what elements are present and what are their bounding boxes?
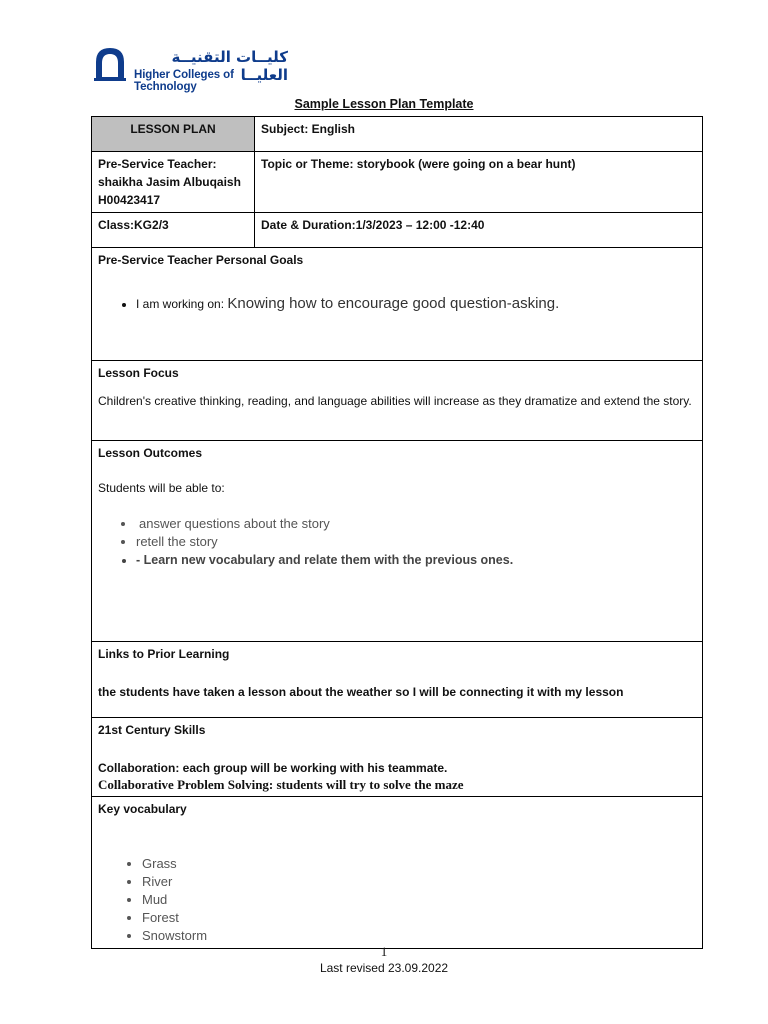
subject-cell: Subject: English (255, 117, 703, 152)
goals-prefix: I am working on: (136, 297, 228, 311)
table-row (92, 361, 703, 441)
arch-logo-icon (92, 44, 128, 82)
vocab-heading: Key vocabulary (98, 802, 187, 816)
list-item: • - Learn new vocabulary and relate them with the previous ones. (136, 551, 696, 569)
class-cell: Class:KG2/3 (92, 213, 255, 248)
table-row (92, 797, 703, 949)
page-number: 1 (380, 944, 388, 959)
prior-learning-cell (92, 642, 703, 718)
table-row (92, 718, 703, 797)
prior-heading: Links to Prior Learning (98, 647, 230, 661)
outcomes-intro: Students will be able to: (98, 481, 225, 495)
table-row (92, 213, 703, 248)
topic-cell: Topic or Theme: storybook (were going on a bear hunt) (255, 152, 703, 213)
date-duration-cell: Date & Duration:1/3/2023 – 12:00 -12:40 (255, 213, 703, 248)
table-row (92, 248, 703, 361)
list-item: • Forest (142, 909, 696, 927)
table-row (92, 642, 703, 718)
table-row (92, 152, 703, 213)
last-revised: Last revised 23.09.2022 (319, 961, 449, 975)
skills-cell (92, 718, 703, 797)
goals-text: Knowing how to encourage good question-asking. (227, 295, 560, 312)
focus-text: Children's creative thinking, reading, and language abilities will increase as they dramatize and extend the story. (98, 394, 692, 408)
hct-logo (92, 44, 292, 93)
focus-cell (92, 361, 703, 441)
list-item: • River (142, 873, 696, 891)
outcomes-list (98, 515, 696, 569)
goals-list (98, 295, 696, 313)
list-item: • answer questions about the story (136, 515, 696, 533)
teacher-cell (92, 152, 255, 213)
list-item: • retell the story (136, 533, 696, 551)
list-item (136, 295, 696, 313)
teacher-label: Pre-Service Teacher: (98, 157, 217, 171)
skills-heading: 21st Century Skills (98, 723, 206, 737)
document-title: Sample Lesson Plan Template (294, 97, 474, 111)
prior-text: the students have taken a lesson about the weather so I will be connecting it with my lesson (98, 685, 624, 699)
teacher-name: shaikha Jasim Albuqaish (98, 175, 241, 189)
skills-line-2: Collaborative Problem Solving: students will try to solve the maze (98, 777, 464, 792)
lesson-plan-table (91, 116, 703, 949)
vocab-cell (92, 797, 703, 949)
list-item: • Snowstorm (142, 927, 696, 945)
outcomes-heading: Lesson Outcomes (98, 446, 203, 460)
logo-arabic-text: كليــات التقنيــة العليــا (171, 48, 288, 84)
goals-cell (92, 248, 703, 361)
outcomes-cell (92, 441, 703, 642)
focus-heading: Lesson Focus (98, 366, 179, 380)
vocab-list (98, 855, 696, 945)
goals-heading: Pre-Service Teacher Personal Goals (98, 253, 304, 267)
list-item: • Mud (142, 891, 696, 909)
skills-line-1: Collaboration: each group will be working with his teammate. (98, 761, 448, 775)
logo-english-text: Higher Colleges of Technology (134, 69, 234, 93)
table-row (92, 441, 703, 642)
table-row (92, 117, 703, 152)
lesson-plan-label: LESSON PLAN (92, 117, 255, 152)
list-item: • Grass (142, 855, 696, 873)
teacher-id: H00423417 (98, 193, 161, 207)
